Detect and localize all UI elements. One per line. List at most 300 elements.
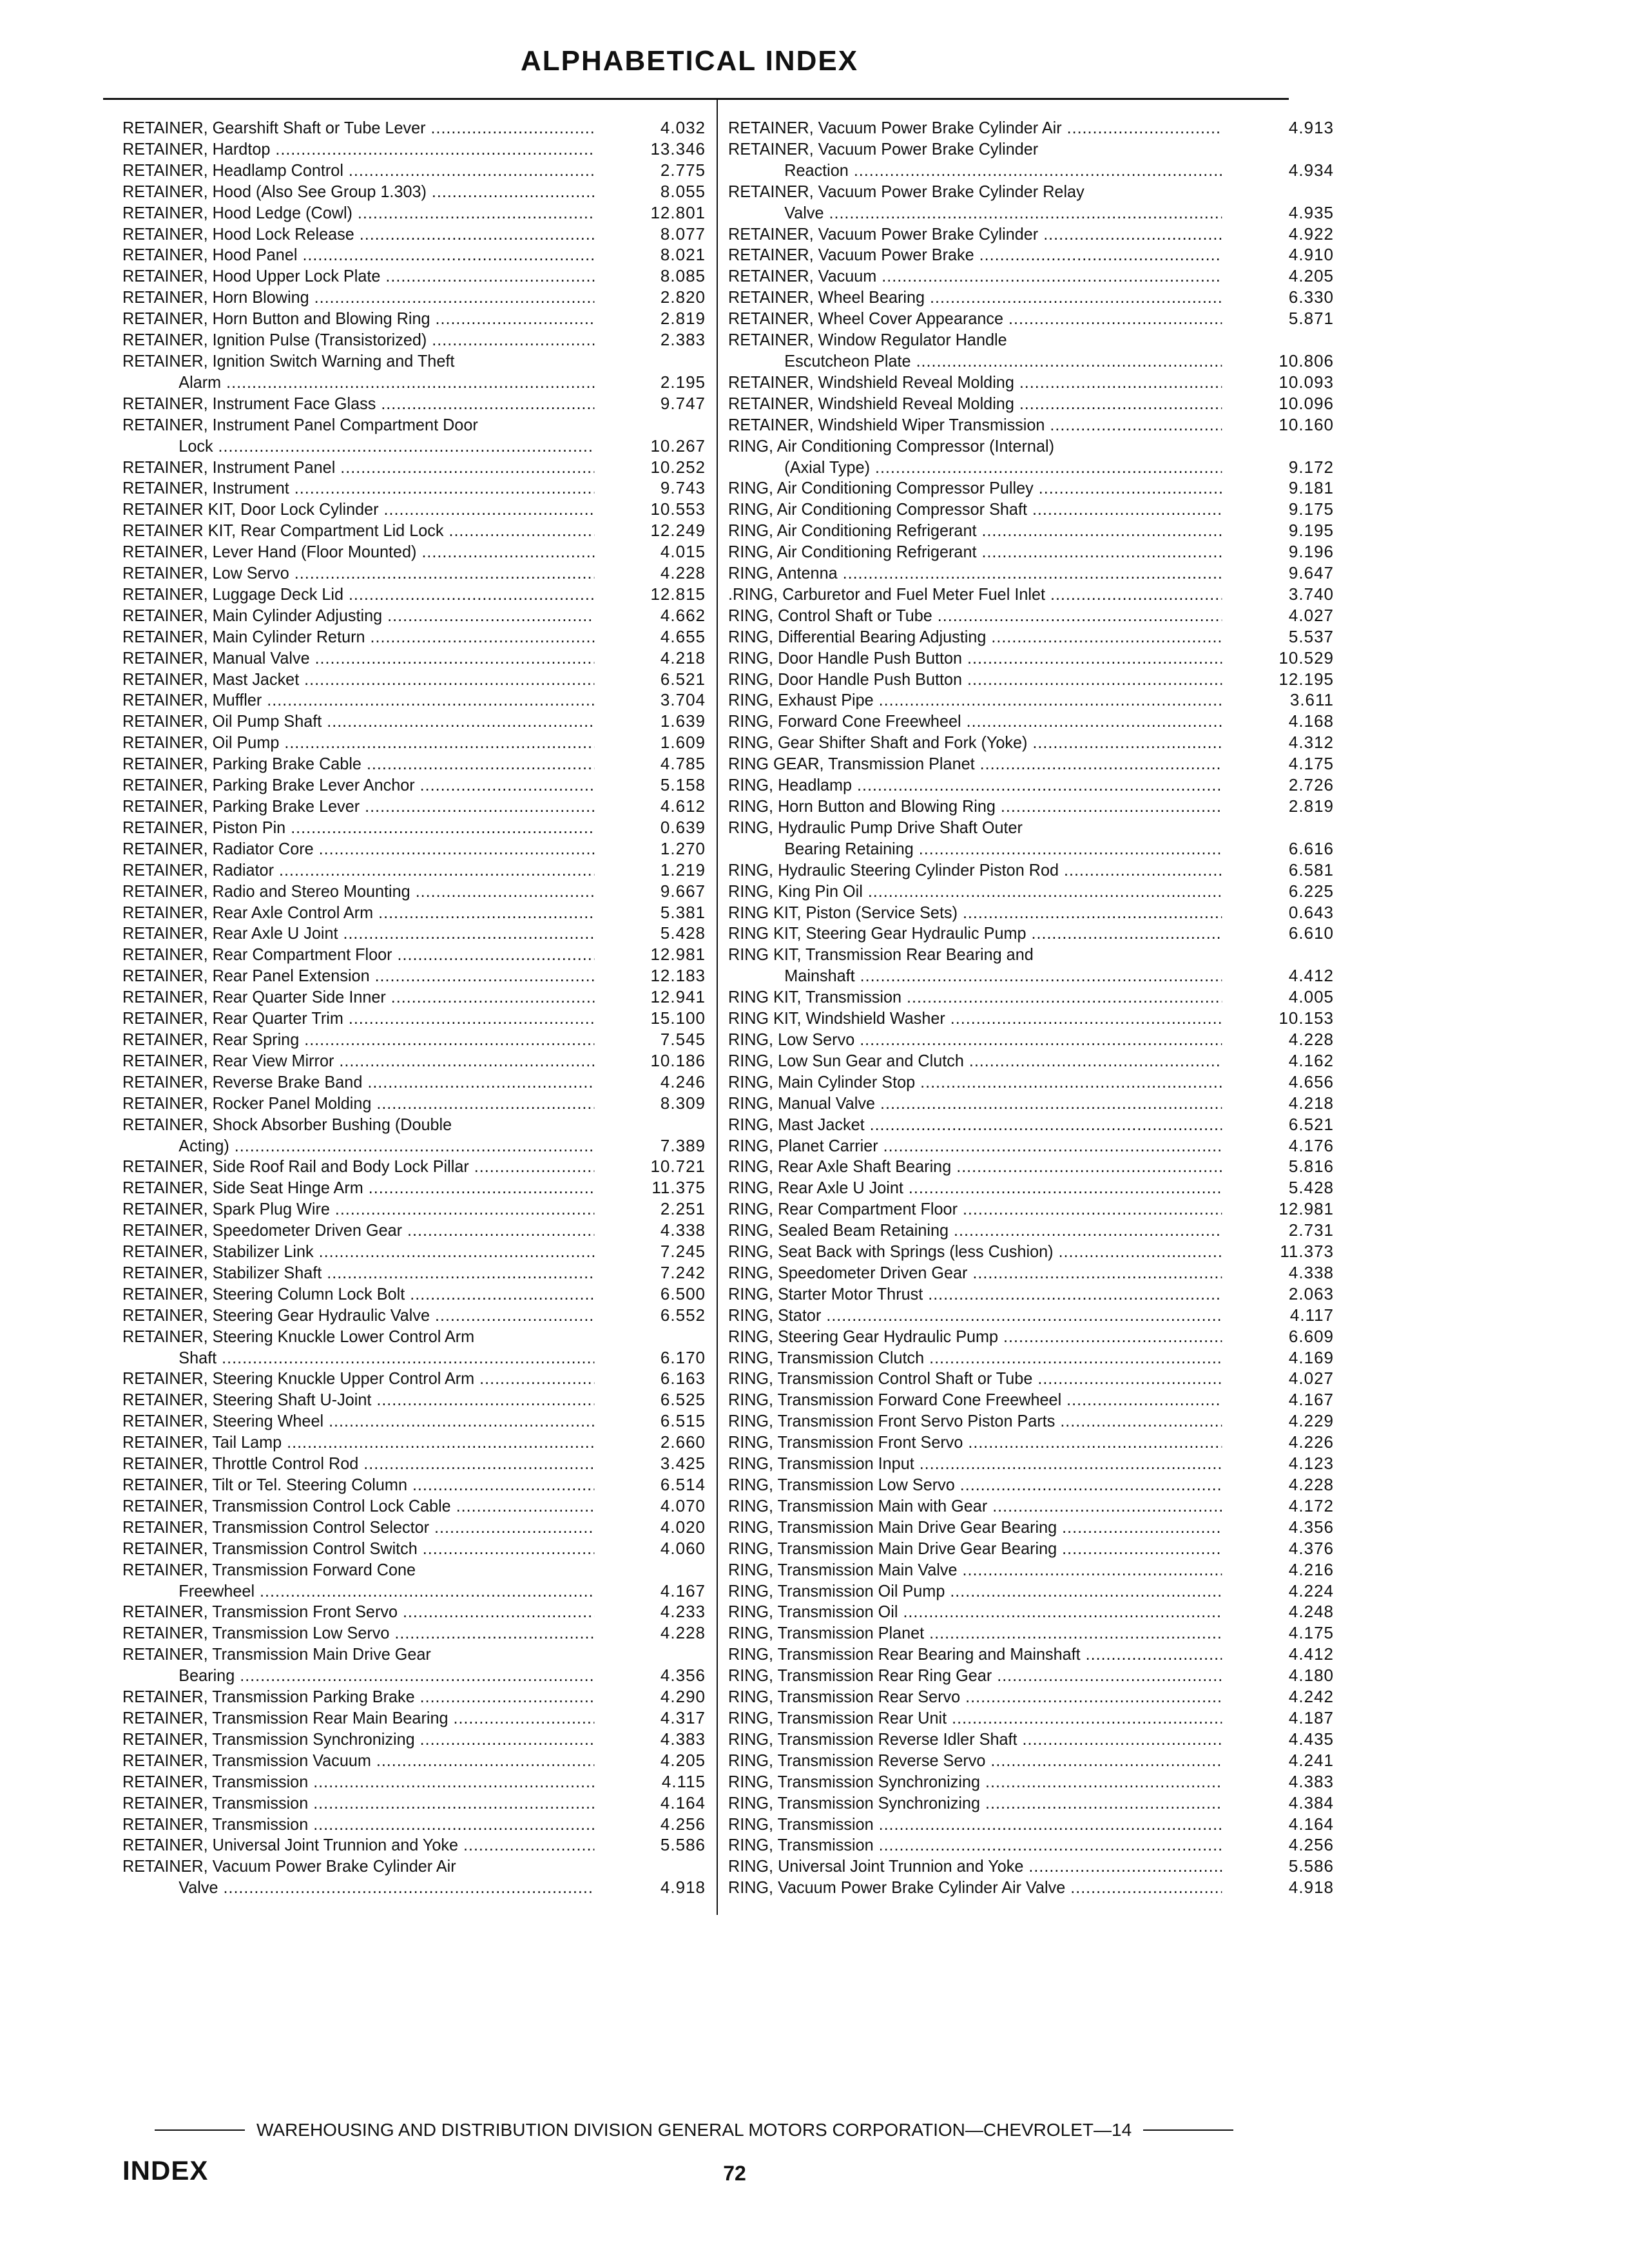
index-entry — [728, 1517, 1334, 1538]
entry-label: RETAINER, Steering Shaft U-Joint ..... — [122, 1390, 594, 1409]
entry-page-number: 2.775 — [660, 160, 706, 180]
entry-page-number: 4.005 — [1288, 987, 1334, 1007]
entry-label: RETAINER, Side Seat Hinge Arm ..... — [122, 1178, 594, 1197]
entry-page-number: 4.027 — [1288, 1369, 1334, 1389]
index-entry — [728, 372, 1334, 393]
entry-label: RING, Exhaust Pipe ..... — [728, 690, 1222, 709]
index-entry — [122, 499, 706, 520]
entry-label: RING, Horn Button and Blowing Ring ..... — [728, 796, 1222, 816]
index-entry — [728, 1114, 1334, 1135]
index-entry — [728, 817, 1334, 838]
entry-label: RETAINER, Spark Plug Wire ..... — [122, 1199, 594, 1218]
entry-label: RETAINER, Rear Quarter Trim ..... — [122, 1008, 594, 1028]
entry-label-continued: Valve ..... — [178, 1878, 594, 1897]
entry-label: RETAINER KIT, Rear Compartment Lid Lock ..... — [122, 521, 594, 540]
index-entry — [122, 181, 706, 202]
entry-label: RETAINER, Parking Brake Cable ..... — [122, 754, 594, 773]
index-entry — [728, 1750, 1334, 1771]
entry-label: RETAINER, Transmission Parking Brake ..... — [122, 1687, 594, 1706]
entry-label: RING, Transmission Forward Cone Freewheel ..... — [728, 1390, 1222, 1409]
entry-label: RETAINER, Steering Gear Hydraulic Valve ..... — [122, 1305, 594, 1325]
index-entry — [728, 1474, 1334, 1495]
entry-page-number: 0.643 — [1288, 902, 1334, 922]
index-entry — [728, 1008, 1334, 1029]
entry-page-number: 2.195 — [660, 372, 706, 392]
entry-page-number: 4.205 — [1288, 266, 1334, 286]
entry-page-number: 12.941 — [650, 987, 706, 1007]
index-entry — [122, 202, 706, 224]
entry-label: RETAINER, Radiator ..... — [122, 860, 594, 879]
entry-page-number: 5.428 — [1288, 1178, 1334, 1198]
index-entry — [122, 1050, 706, 1072]
index-entry — [728, 224, 1334, 245]
index-entry — [728, 1283, 1334, 1305]
index-entry — [728, 796, 1334, 817]
entry-page-number: 4.918 — [660, 1878, 706, 1898]
entry-label-continued: Mainshaft ..... — [784, 966, 1222, 985]
index-entry — [122, 1707, 706, 1729]
index-entry — [728, 1198, 1334, 1220]
index-entry — [728, 1177, 1334, 1198]
entry-page-number: 3.704 — [660, 690, 706, 710]
index-entry-continued — [728, 351, 1334, 372]
entry-label-continued: Escutcheon Plate ..... — [784, 351, 1222, 370]
index-entry — [728, 1792, 1334, 1814]
entry-page-number: 4.228 — [660, 563, 706, 583]
entry-label: RETAINER, Hood Ledge (Cowl) ..... — [122, 203, 594, 222]
column-divider — [717, 98, 718, 1915]
index-entry — [728, 1135, 1334, 1157]
index-entry — [122, 1517, 706, 1538]
entry-page-number: 12.249 — [650, 521, 706, 541]
index-entry — [122, 1792, 706, 1814]
index-entry — [728, 1686, 1334, 1707]
index-entry — [122, 1729, 706, 1750]
index-entry — [122, 562, 706, 584]
entry-page-number: 1.270 — [660, 838, 706, 858]
index-entry — [728, 774, 1334, 796]
entry-label: RING, Transmission Main Valve ..... — [728, 1560, 1222, 1579]
entry-page-number: 10.160 — [1278, 414, 1334, 434]
entry-label: RETAINER, Instrument Face Glass ..... — [122, 394, 594, 413]
entry-page-number: 6.525 — [660, 1390, 706, 1410]
entry-page-number: 3.425 — [660, 1454, 706, 1474]
index-entry — [728, 1347, 1334, 1369]
index-entry — [122, 669, 706, 690]
entry-page-number: 4.164 — [1288, 1814, 1334, 1834]
entry-page-number: 10.553 — [650, 499, 706, 519]
index-entry — [122, 1389, 706, 1410]
entry-label: RING, Low Servo ..... — [728, 1030, 1222, 1049]
index-entry — [122, 1093, 706, 1114]
index-entry — [728, 520, 1334, 541]
entry-page-number: 4.167 — [1288, 1390, 1334, 1410]
index-entry — [728, 414, 1334, 436]
entry-label: RING KIT, Steering Gear Hydraulic Pump ..... — [728, 923, 1222, 943]
entry-label: RETAINER, Steering Column Lock Bolt ..... — [122, 1284, 594, 1303]
entry-label: RETAINER, Gearshift Shaft or Tube Lever ..... — [122, 118, 594, 137]
entry-page-number: 4.918 — [1288, 1878, 1334, 1898]
entry-label: RETAINER, Rear Spring ..... — [122, 1030, 594, 1049]
entry-page-number: 4.020 — [660, 1517, 706, 1537]
index-entry — [122, 139, 706, 160]
entry-page-number: 4.412 — [1288, 1644, 1334, 1664]
entry-label: RETAINER, Hood Upper Lock Plate ..... — [122, 266, 594, 285]
index-entry — [728, 541, 1334, 562]
entry-label: RETAINER, Manual Valve ..... — [122, 648, 594, 668]
index-entry — [728, 584, 1334, 605]
entry-label: RETAINER, Vacuum ..... — [728, 266, 1222, 285]
index-entry — [728, 1050, 1334, 1072]
index-entry — [122, 1262, 706, 1283]
entry-label: RETAINER, Hood Panel ..... — [122, 245, 594, 264]
entry-page-number: 12.981 — [650, 945, 706, 965]
entry-label: RING, Air Conditioning Compressor (Internal) — [728, 436, 1054, 456]
index-entry — [728, 1601, 1334, 1622]
entry-label: RETAINER, Transmission Front Servo ..... — [122, 1602, 594, 1621]
index-entry — [122, 1029, 706, 1050]
entry-page-number: 4.164 — [660, 1792, 706, 1812]
index-entry — [122, 1474, 706, 1495]
entry-page-number: 2.383 — [660, 330, 706, 350]
index-entry — [728, 287, 1334, 308]
entry-label: RING, Forward Cone Freewheel ..... — [728, 711, 1222, 731]
entry-label: RING, Transmission Oil ..... — [728, 1602, 1222, 1621]
entry-label: RETAINER, Stabilizer Link ..... — [122, 1242, 594, 1261]
entry-label-continued: Bearing Retaining ..... — [784, 839, 1222, 858]
entry-page-number: 4.015 — [660, 542, 706, 562]
entry-page-number: 6.514 — [660, 1475, 706, 1494]
entry-page-number: 4.172 — [1288, 1495, 1334, 1515]
entry-label: RING, Stator ..... — [728, 1305, 1222, 1325]
index-entry — [122, 1495, 706, 1517]
entry-label: RING, Antenna ..... — [728, 563, 1222, 582]
entry-label: RING, Vacuum Power Brake Cylinder Air Valve ..... — [728, 1878, 1222, 1897]
entry-page-number: 3.611 — [1289, 690, 1334, 710]
entry-page-number: 2.731 — [1288, 1220, 1334, 1240]
entry-label: RING, Headlamp ..... — [728, 775, 1222, 794]
index-entry-continued — [728, 965, 1334, 986]
entry-label: RETAINER, Transmission ..... — [122, 1814, 594, 1834]
index-entry-continued — [122, 1581, 706, 1602]
entry-page-number: 6.163 — [660, 1369, 706, 1389]
index-entry — [122, 1601, 706, 1622]
left-index-column — [122, 117, 706, 1898]
entry-label: RETAINER, Vacuum Power Brake Cylinder Relay — [728, 181, 1084, 201]
index-entry — [122, 1410, 706, 1432]
index-entry — [728, 244, 1334, 265]
entry-page-number: 5.158 — [660, 775, 706, 795]
entry-label: RING KIT, Transmission ..... — [728, 987, 1222, 1006]
entry-page-number: 4.312 — [1288, 733, 1334, 753]
index-entry — [122, 626, 706, 648]
entry-page-number: 4.435 — [1288, 1729, 1334, 1749]
index-entry — [728, 1495, 1334, 1517]
index-entry — [728, 881, 1334, 902]
index-entry — [122, 923, 706, 944]
entry-label: RETAINER, Windshield Reveal Molding ..... — [728, 394, 1222, 413]
index-entry — [122, 689, 706, 711]
entry-page-number: 11.375 — [651, 1178, 706, 1198]
index-entry — [122, 1856, 706, 1877]
entry-page-number: 9.743 — [660, 478, 706, 498]
entry-page-number: 5.381 — [660, 902, 706, 922]
entry-label: RING, Speedometer Driven Gear ..... — [728, 1263, 1222, 1282]
entry-label: RETAINER, Piston Pin ..... — [122, 818, 594, 837]
entry-label: RETAINER, Rear Panel Extension ..... — [122, 966, 594, 985]
entry-label: RING, Air Conditioning Compressor Pulley ..... — [728, 478, 1222, 497]
entry-label: RING, Sealed Beam Retaining ..... — [728, 1220, 1222, 1240]
entry-label: RETAINER, Mast Jacket ..... — [122, 669, 594, 689]
entry-label: RING, Hydraulic Steering Cylinder Piston Rod ..... — [728, 860, 1222, 879]
section-label: INDEX — [122, 2155, 209, 2186]
entry-page-number: 2.819 — [660, 309, 706, 329]
entry-label: RETAINER, Ignition Switch Warning and Theft — [122, 351, 455, 370]
entry-label: RING, Door Handle Push Button ..... — [728, 648, 1222, 668]
entry-page-number: 4.228 — [1288, 1475, 1334, 1494]
entry-page-number: 8.085 — [660, 266, 706, 286]
index-entry — [122, 1834, 706, 1856]
entry-page-number: 4.656 — [1288, 1072, 1334, 1091]
index-entry — [728, 1305, 1334, 1326]
entry-page-number: 2.820 — [660, 287, 706, 307]
entry-page-number: 4.248 — [1288, 1602, 1334, 1622]
entry-label: RETAINER KIT, Door Lock Cylinder ..... — [122, 499, 594, 519]
entry-page-number: 4.785 — [660, 754, 706, 774]
entry-label: RING, Steering Gear Hydraulic Pump ..... — [728, 1327, 1222, 1346]
footer-dash-left — [155, 2129, 245, 2131]
index-entry — [122, 265, 706, 287]
index-entry — [728, 753, 1334, 774]
index-entry — [728, 1156, 1334, 1177]
index-entry — [728, 181, 1334, 202]
entry-label: RETAINER, Main Cylinder Adjusting ..... — [122, 606, 594, 625]
entry-label: RETAINER, Hood Lock Release ..... — [122, 224, 594, 244]
index-entry — [122, 605, 706, 626]
entry-label: RING, King Pin Oil ..... — [728, 881, 1222, 901]
entry-label: RETAINER, Wheel Cover Appearance ..... — [728, 309, 1222, 328]
entry-label: RETAINER, Muffler ..... — [122, 690, 594, 709]
entry-page-number: 5.871 — [1288, 309, 1334, 329]
entry-label: RING, Transmission Main with Gear ..... — [728, 1496, 1222, 1515]
entry-label: RING, Seat Back with Springs (less Cushion) ..... — [728, 1242, 1222, 1261]
entry-page-number: 4.317 — [660, 1707, 706, 1727]
index-entry — [728, 732, 1334, 753]
index-entry — [122, 1432, 706, 1453]
index-entry — [728, 1644, 1334, 1665]
index-entry-continued — [122, 1665, 706, 1686]
entry-page-number: 4.229 — [1288, 1411, 1334, 1431]
entry-page-number: 7.242 — [660, 1262, 706, 1282]
entry-page-number: 13.346 — [650, 139, 706, 159]
entry-label: RETAINER, Windshield Reveal Molding ..... — [728, 372, 1222, 392]
entry-label: RETAINER, Universal Joint Trunnion and Yoke ..... — [122, 1835, 594, 1854]
entry-page-number: 4.338 — [660, 1220, 706, 1240]
entry-page-number: 4.242 — [1288, 1687, 1334, 1707]
index-entry-continued — [122, 1877, 706, 1898]
entry-page-number: 10.267 — [650, 436, 706, 456]
index-entry — [122, 753, 706, 774]
index-entry — [728, 139, 1334, 160]
entry-page-number: 6.500 — [660, 1283, 706, 1303]
entry-page-number: 4.655 — [660, 626, 706, 646]
entry-page-number: 4.176 — [1288, 1135, 1334, 1155]
entry-page-number: 9.172 — [1288, 457, 1334, 477]
entry-label: RING, Planet Carrier ..... — [728, 1136, 1222, 1155]
entry-label: RING, Low Sun Gear and Clutch ..... — [728, 1051, 1222, 1070]
entry-label: RETAINER, Shock Absorber Bushing (Double — [122, 1114, 452, 1134]
entry-label-continued: Acting) ..... — [178, 1136, 594, 1155]
entry-label: RETAINER, Stabilizer Shaft ..... — [122, 1263, 594, 1282]
index-entry — [728, 1877, 1334, 1898]
index-entry — [122, 711, 706, 732]
index-entry — [122, 1305, 706, 1326]
entry-page-number: 1.609 — [660, 733, 706, 753]
index-entry-continued — [728, 160, 1334, 181]
index-entry — [728, 1453, 1334, 1474]
index-entry — [122, 860, 706, 881]
entry-page-number: 2.251 — [660, 1199, 706, 1219]
entry-label: RETAINER, Window Regulator Handle — [728, 330, 1007, 350]
entry-label: RING, Starter Motor Thrust ..... — [728, 1284, 1222, 1303]
index-entry — [728, 1220, 1334, 1241]
index-entry — [122, 1326, 706, 1347]
entry-label: RETAINER, Vacuum Power Brake Cylinder ..... — [728, 224, 1222, 244]
entry-page-number: 4.376 — [1288, 1538, 1334, 1558]
index-entry — [728, 1389, 1334, 1410]
entry-page-number: 4.612 — [660, 796, 706, 816]
entry-page-number: 4.338 — [1288, 1262, 1334, 1282]
entry-page-number: 7.389 — [660, 1135, 706, 1155]
entry-page-number: 4.115 — [661, 1771, 706, 1791]
entry-page-number: 6.609 — [1288, 1326, 1334, 1346]
entry-label: RING, Differential Bearing Adjusting ..... — [728, 627, 1222, 646]
entry-page-number: 6.170 — [660, 1347, 706, 1367]
index-entry — [728, 944, 1334, 965]
entry-label: RETAINER, Low Servo ..... — [122, 563, 594, 582]
footer — [155, 2120, 1327, 2140]
entry-label: RETAINER, Rear View Mirror ..... — [122, 1051, 594, 1070]
index-entry — [122, 160, 706, 181]
index-entry — [122, 796, 706, 817]
entry-page-number: 8.309 — [660, 1093, 706, 1113]
entry-page-number: 10.721 — [650, 1157, 706, 1177]
entry-page-number: 6.225 — [1288, 881, 1334, 901]
entry-label: RING, Transmission Low Servo ..... — [728, 1475, 1222, 1494]
entry-page-number: 4.412 — [1288, 966, 1334, 986]
entry-page-number: 6.581 — [1288, 860, 1334, 879]
entry-label: RETAINER, Instrument ..... — [122, 478, 594, 497]
entry-label: RETAINER, Hardtop ..... — [122, 139, 594, 159]
index-entry — [728, 1262, 1334, 1283]
entry-page-number: 5.428 — [660, 923, 706, 943]
index-entry — [122, 1686, 706, 1707]
entry-label: RETAINER, Transmission Control Selector ..... — [122, 1517, 594, 1537]
page-number: 72 — [723, 2162, 746, 2185]
entry-page-number: 7.245 — [660, 1242, 706, 1262]
entry-label: RETAINER, Reverse Brake Band ..... — [122, 1072, 594, 1091]
entry-page-number: 4.205 — [660, 1750, 706, 1770]
entry-label: RETAINER, Transmission Rear Main Bearing ..... — [122, 1708, 594, 1727]
entry-page-number: 11.373 — [1280, 1242, 1334, 1262]
entry-page-number: 4.356 — [660, 1666, 706, 1686]
index-entry — [728, 1368, 1334, 1389]
index-entry — [122, 1008, 706, 1029]
entry-label: RETAINER, Transmission Main Drive Gear — [122, 1644, 431, 1664]
entry-label: RETAINER, Tail Lamp ..... — [122, 1432, 594, 1452]
entry-label: RETAINER, Transmission Synchronizing ..... — [122, 1729, 594, 1749]
index-entry — [728, 329, 1334, 351]
entry-label: RING, Transmission Control Shaft or Tube ..... — [728, 1369, 1222, 1388]
index-entry — [728, 1029, 1334, 1050]
entry-label: RETAINER, Rocker Panel Molding ..... — [122, 1093, 594, 1113]
index-entry — [122, 838, 706, 860]
page-title: ALPHABETICAL INDEX — [520, 45, 859, 77]
entry-page-number: 6.552 — [660, 1305, 706, 1325]
entry-label-continued: Lock ..... — [178, 436, 594, 456]
entry-label: RETAINER, Rear Quarter Side Inner ..... — [122, 987, 594, 1006]
index-entry — [122, 881, 706, 902]
entry-label: RING KIT, Transmission Rear Bearing and — [728, 945, 1034, 965]
index-entry — [122, 1538, 706, 1559]
entry-page-number: 4.027 — [1288, 605, 1334, 625]
entry-label: RING, Control Shaft or Tube ..... — [728, 606, 1222, 625]
entry-label: RETAINER, Side Roof Rail and Body Lock Pillar ..... — [122, 1157, 594, 1176]
entry-label: RETAINER, Transmission Control Lock Cable ..... — [122, 1496, 594, 1515]
entry-label: RETAINER, Transmission Forward Cone — [122, 1559, 416, 1579]
index-entry — [122, 520, 706, 541]
entry-page-number: 6.521 — [1288, 1114, 1334, 1134]
index-entry — [728, 1771, 1334, 1792]
index-entry — [122, 1156, 706, 1177]
index-entry — [728, 1856, 1334, 1877]
entry-label: RETAINER, Transmission Low Servo ..... — [122, 1623, 594, 1642]
entry-label: RING, Mast Jacket ..... — [728, 1115, 1222, 1134]
entry-page-number: 1.639 — [660, 711, 706, 731]
index-entry — [122, 1241, 706, 1262]
entry-label: RETAINER, Oil Pump ..... — [122, 733, 594, 752]
entry-label: RETAINER, Radio and Stereo Mounting ..... — [122, 881, 594, 901]
index-entry — [122, 224, 706, 245]
entry-page-number: 4.228 — [1288, 1029, 1334, 1049]
entry-page-number: 10.186 — [650, 1050, 706, 1070]
index-entry — [122, 1644, 706, 1665]
index-entry-continued — [728, 202, 1334, 224]
entry-page-number: 4.922 — [1288, 224, 1334, 244]
entry-label: .RING, Carburetor and Fuel Meter Fuel Inlet ..... — [728, 584, 1222, 604]
entry-page-number: 4.060 — [660, 1538, 706, 1558]
index-entry — [122, 393, 706, 414]
entry-label: RETAINER, Rear Axle U Joint ..... — [122, 923, 594, 943]
entry-label: RING, Transmission Reverse Servo ..... — [728, 1751, 1222, 1770]
index-entry — [728, 986, 1334, 1008]
entry-page-number: 4.356 — [1288, 1517, 1334, 1537]
entry-page-number: 6.610 — [1288, 923, 1334, 943]
index-entry — [728, 1432, 1334, 1453]
index-entry-continued — [122, 436, 706, 457]
index-entry — [728, 562, 1334, 584]
index-entry — [728, 923, 1334, 944]
entry-label: RETAINER, Transmission ..... — [122, 1793, 594, 1812]
entry-page-number: 4.180 — [1288, 1666, 1334, 1686]
entry-page-number: 5.537 — [1288, 626, 1334, 646]
entry-label: RETAINER, Headlamp Control ..... — [122, 160, 594, 180]
index-entry — [728, 477, 1334, 499]
index-entry — [122, 1220, 706, 1241]
entry-page-number: 9.175 — [1288, 499, 1334, 519]
entry-page-number: 15.100 — [650, 1008, 706, 1028]
entry-page-number: 12.801 — [650, 202, 706, 222]
